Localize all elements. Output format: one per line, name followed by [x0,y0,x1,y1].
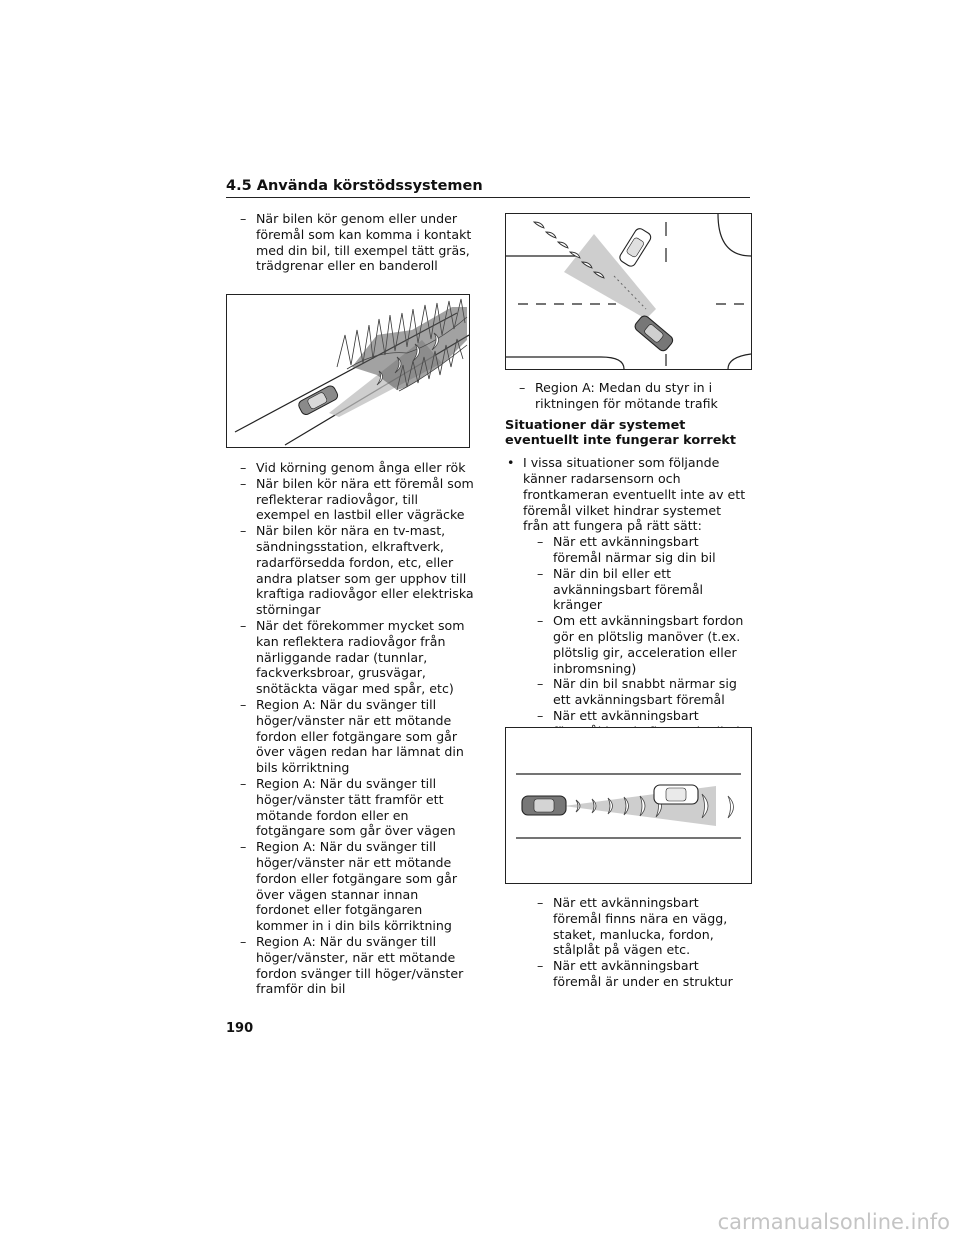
list-item: – När ett avkänningsbart föremål är under en struktur [537,958,750,990]
left-column [226,211,474,274]
sub-list [523,534,750,755]
list-item: – När bilen kör genom eller under föremål som kan komma i kontakt med din bil, till exempel tätt gräs, trädgrenar eller en banderoll [240,211,474,274]
figure-intersection-turn [505,213,752,370]
list-item: – När din bil eller ett avkänningsbart föremål kränger [537,566,750,613]
section-heading: Situationer där systemet eventuellt inte fungerar korrekt [505,417,737,449]
list-item: – När bilen kör nära en tv-mast, sändningsstation, elkraftverk, radarförsedda fordon, etc, eller andra platser som ger upphov till kraftiga radiovågor eller elektriska störningar [240,523,474,618]
list-item: – Region A: När du svänger till höger/vänster tätt framför ett mötande fordon eller en fotgängare som går över vägen [240,776,474,839]
right-column-bottom [505,895,750,990]
list-item: – När bilen kör nära ett föremål som reflekterar radiovågor, till exempel en lastbil eller vägräcke [240,476,474,523]
figure-grass-tunnel [226,294,470,448]
list-item: – När ett avkänningsbart föremål närmar sig din bil [537,534,750,566]
sub-list [523,895,750,990]
list-item: – När det förekommer mycket som kan reflektera radiovågor från närliggande radar (tunnlar, fackverksbroar, grusvägar, snötäckta vägar med spår, etc) [240,618,474,697]
list-item: – Region A: När du svänger till höger/vänster när ett mötande fordon eller fotgängare som går över vägen stannar innan fordonet eller fotgängaren kommer in i din bils körriktning [240,839,474,934]
left-column-list [226,460,474,997]
right-column [505,380,750,755]
list-item: – När ett avkänningsbart [537,708,750,755]
watermark: carmanualsonline.info [717,1210,950,1234]
list-item: – Om ett avkänningsbart fordon gör en plötslig manöver (t.ex. plötslig gir, acceleration eller inbromsning) [537,613,750,676]
bullet-item: • I vissa situationer som följande känner radarsensorn och frontkameran eventuellt inte av ett föremål vilket hindrar systemet från att fungera på rätt sätt: [507,455,750,534]
figure-offset-target [505,727,752,884]
list-item: – När din bil snabbt närmar sig ett avkänningsbart föremål [537,676,750,708]
list-item: – Vid körning genom ånga eller rök [240,460,474,476]
list-item: – När ett avkänningsbart föremål finns nära en vägg, staket, manlucka, fordon, stålplåt på vägen etc. [537,895,750,958]
list-item: – Region A: När du svänger till höger/vänster, när ett mötande fordon svänger till höger/vänster framför din bil [240,934,474,997]
figure-caption: – Region A: Medan du styr in i riktningen för mötande trafik [519,380,750,412]
section-header: 4.5 Använda körstödssystemen [226,178,750,198]
list-item: – Region A: När du svänger till höger/vänster när ett mötande fordon eller fotgängare som går över vägen redan har lämnat din bils körriktning [240,697,474,776]
page-number: 190 [226,1021,254,1036]
